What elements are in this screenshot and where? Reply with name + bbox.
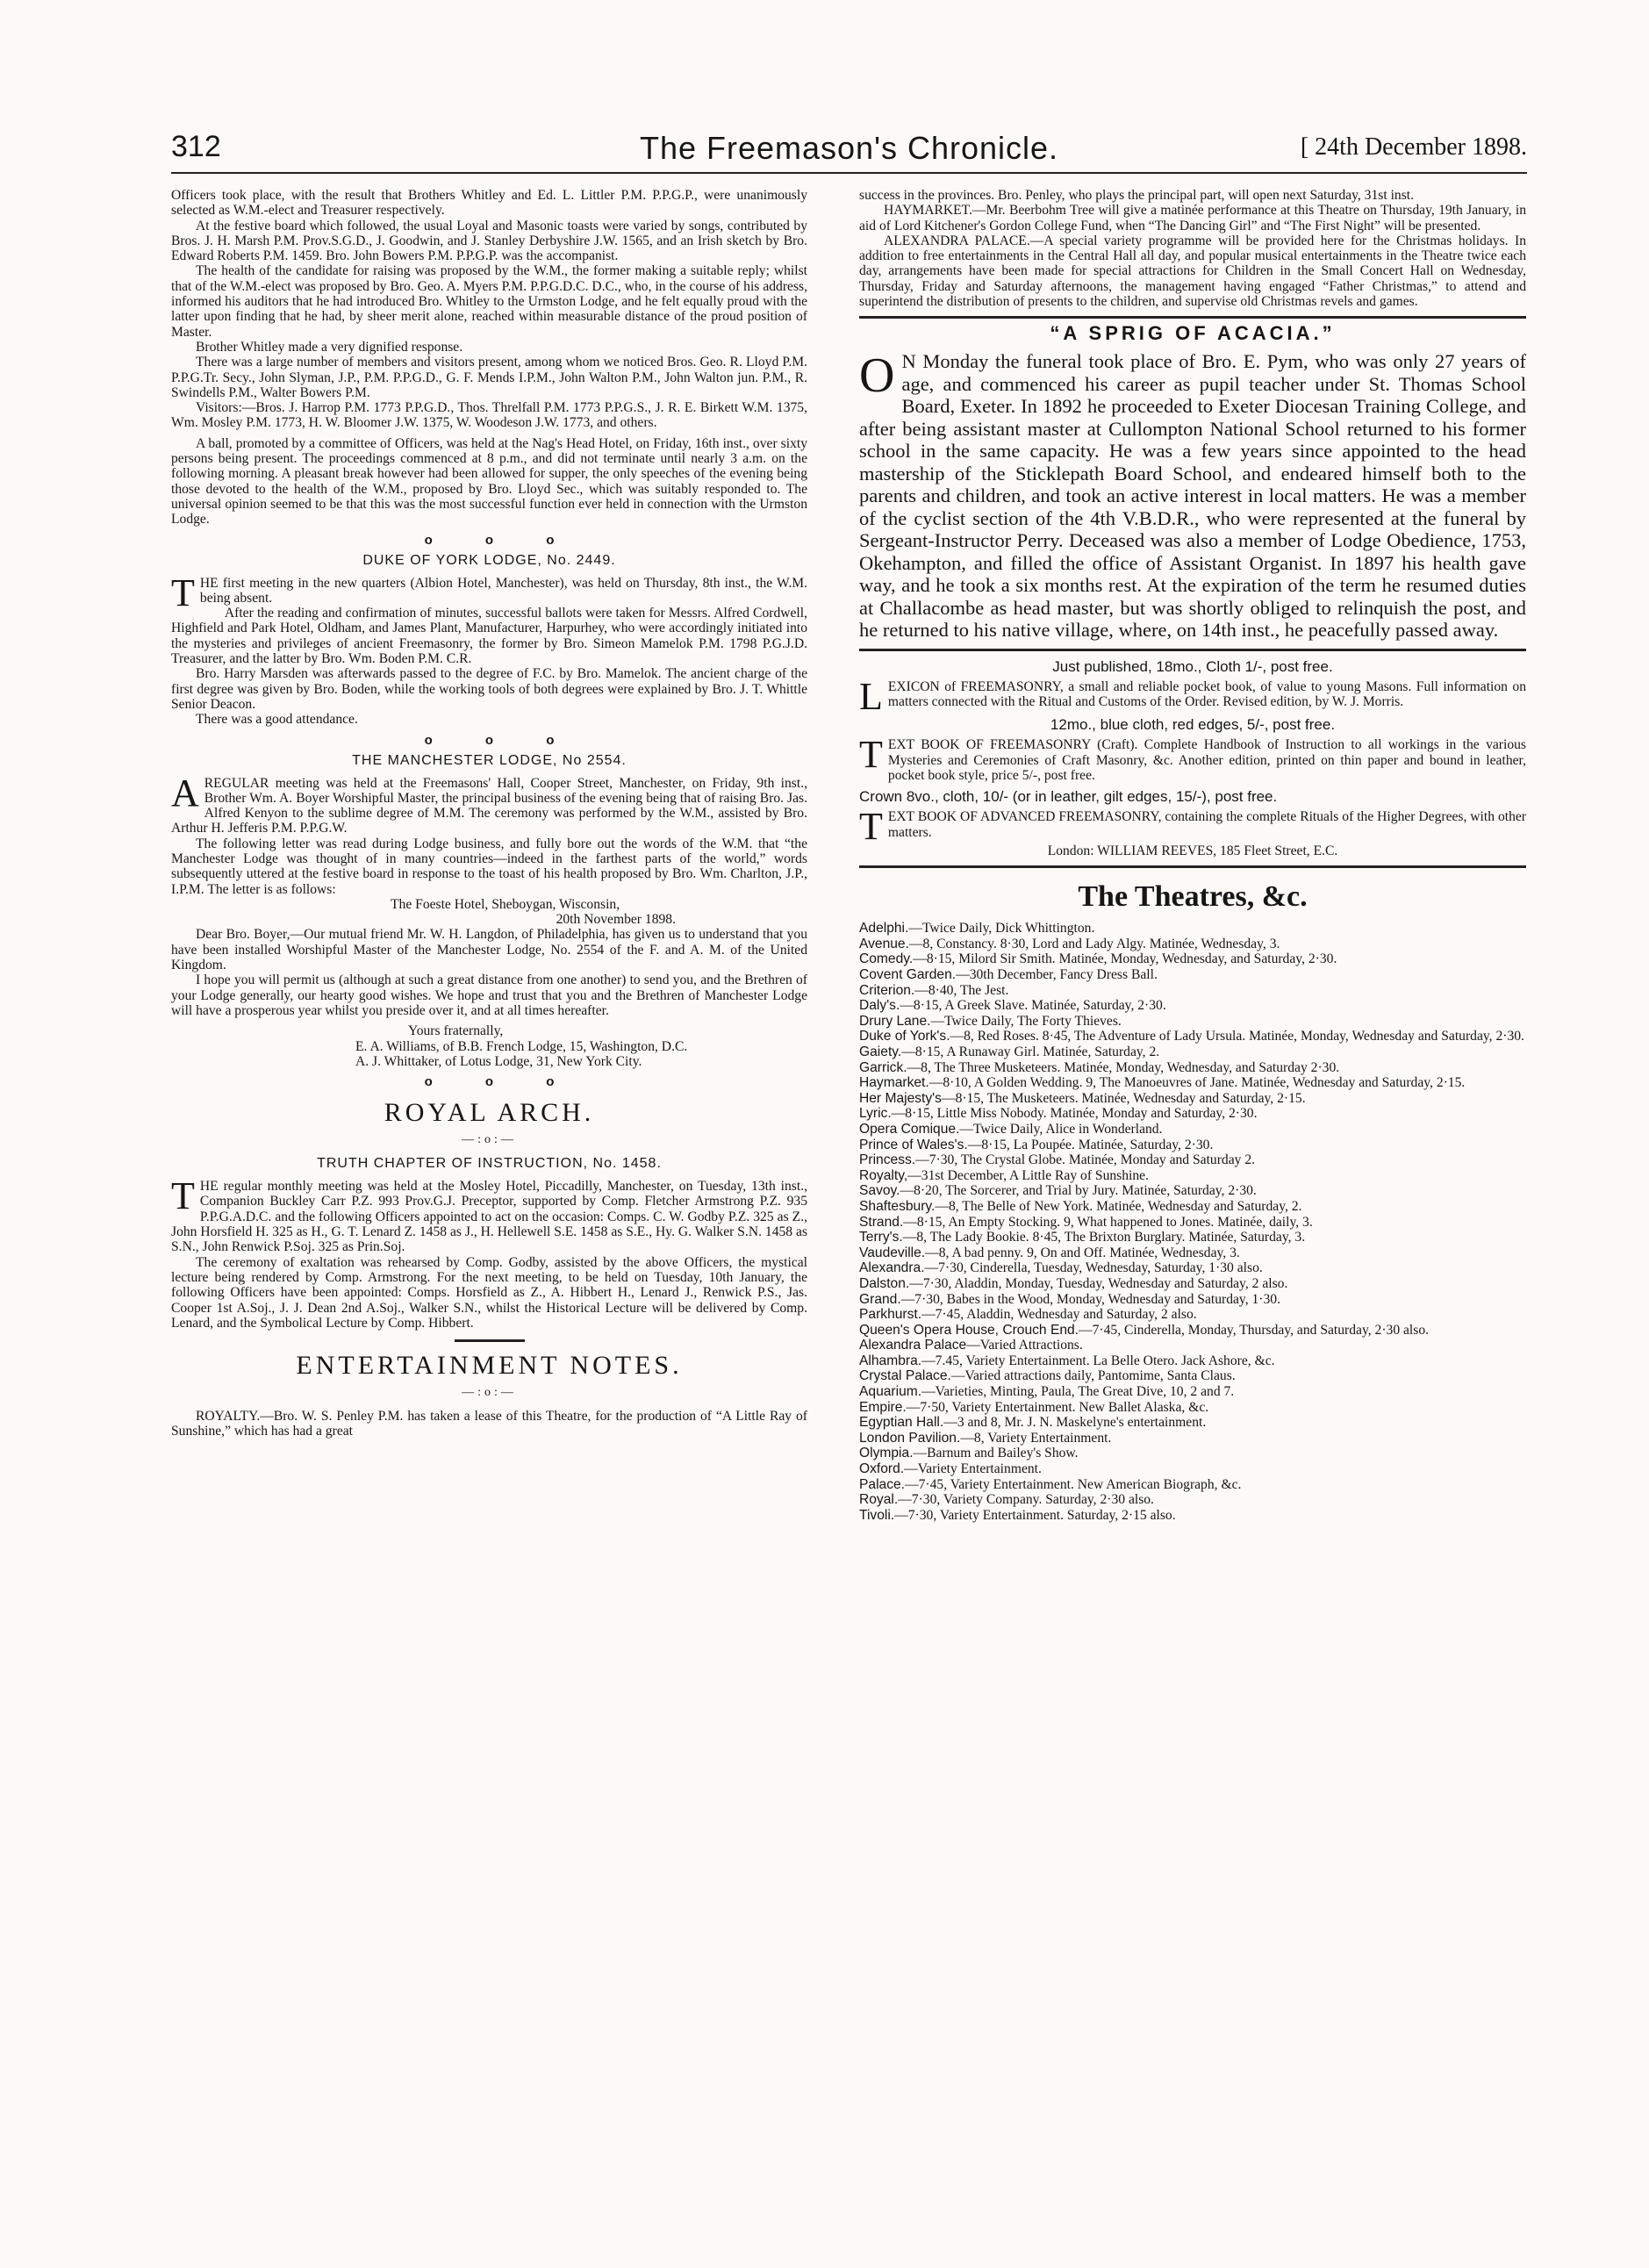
drop-cap: T bbox=[859, 805, 883, 849]
letter-paragraph: Dear Bro. Boyer,—Our mutual friend Mr. W. H. Langdon, of Philadelphia, has given us to understand that you have been installed Worshipful Master of the Manchester Lodge, No. 2554 of the F. and A. M. of the United Kingdom. bbox=[171, 927, 807, 973]
ornament: —:o:— bbox=[462, 1386, 517, 1400]
theatre-name: London Pavilion. bbox=[859, 1430, 961, 1446]
list-item: Princess.—7·30, The Crystal Globe. Matinée, Monday and Saturday 2. bbox=[859, 1152, 1256, 1168]
page-number: 312 bbox=[171, 130, 221, 163]
advert-text: EXT BOOK OF FREEMASONRY (Craft). Complete Handbook of Instruction to all workings in the various Mysteries and Ceremonies of Craft Masonry, &c. Another edition, printed on thin paper and bound in leather, pocket book style, price 5/-, post free. bbox=[887, 737, 1526, 784]
theatre-name: Alhambra. bbox=[859, 1353, 922, 1368]
section-rule bbox=[859, 865, 1526, 868]
theatre-name: Lyric. bbox=[859, 1106, 892, 1122]
section-heading-manchester-lodge: THE MANCHESTER LODGE, No 2554. bbox=[352, 752, 627, 768]
theatre-name: Strand. bbox=[859, 1214, 904, 1230]
paragraph: HE regular monthly meeting was held at the Mosley Hotel, Piccadilly, Manchester, on Tuesday, 13th inst., Companion Buckley Carr P.Z. 993 Prov.G.J. Preceptor, supported by Comp. Fletcher Armstrong P.Z. 935 P.P.G.A.D.C. and the following Officers appointed to act on the occasion: Comps. C. W. Godby P.Z. 325 as Z., John Horsfield H. 325 as H., G. T. Lenard Z. 1458 as J., H. Hellewell S.E. 1458 as S.E., Hy. G. Walker S.N. 1458 as S.N., John Renwick P.Soj. 325 as Prin.Soj. bbox=[171, 1179, 807, 1255]
theatre-name: Aquarium. bbox=[859, 1384, 922, 1400]
list-item: Parkhurst.—7·45, Aladdin, Wednesday and Saturday, 2 also. bbox=[859, 1307, 1197, 1323]
paragraph: After the reading and confirmation of minutes, successful ballots were taken for Messrs. Alfred Cordwell, Highfield and Park Hotel, Oldham, and James Plant, Manufacturer, Harpurhey, who were accordingly initiated into the mysteries and privileges of ancient Freemasonry, the former by Bro. Simeon Mamelok P.M. 1798 P.G.J.D. Treasurer, and the latter by Bro. Wm. Boden P.M. C.R. bbox=[171, 606, 807, 667]
paragraph: A ball, promoted by a committee of Officers, was held at the Nag's Head Hotel, on Friday, 16th inst., over sixty persons being present. The proceedings commenced at 8 p.m., and did not terminate until nearly 3 a.m. on the following morning. A pleasant break however had been allowed for supper, the only speeches of the evening being those devoted to the health of the W.M., proposed by Bro. Lloyd Sec., which was suitably responded to. The universal opinion seemed to be that this was the most successful function ever held in connection with the Urmston Lodge. bbox=[171, 435, 807, 528]
list-item: Egyptian Hall.—3 and 8, Mr. J. N. Maskelyne's entertainment. bbox=[859, 1415, 1207, 1431]
list-item: Daly's.—8·15, A Greek Slave. Matinée, Saturday, 2·30. bbox=[859, 998, 1166, 1014]
list-item: Adelphi.—Twice Daily, Dick Whittington. bbox=[859, 921, 1095, 937]
list-item: Garrick.—8, The Three Musketeers. Matinée, Monday, Wednesday, and Saturday 2·30. bbox=[859, 1059, 1340, 1075]
section-heading-truth-chapter: TRUTH CHAPTER OF INSTRUCTION, No. 1458. bbox=[317, 1156, 662, 1172]
right-column bbox=[859, 188, 1526, 1523]
paragraph: HE first meeting in the new quarters (Albion Hotel, Manchester), was held on Thursday, 8th inst., the W.M. being absent. bbox=[199, 575, 807, 606]
theatre-name: Alexandra. bbox=[859, 1260, 925, 1276]
list-item: Olympia.—Barnum and Bailey's Show. bbox=[859, 1446, 1079, 1461]
letter-address: The Foeste Hotel, Sheboygan, Wisconsin, bbox=[391, 896, 620, 912]
theatre-name: Crystal Palace. bbox=[859, 1368, 951, 1384]
list-item: Lyric.—8·15, Little Miss Nobody. Matinée, Monday and Saturday, 2·30. bbox=[859, 1106, 1258, 1122]
paragraph: At the festive board which followed, the usual Loyal and Masonic toasts were varied by songs, contributed by Bros. J. H. Marsh P.M. Prov.S.G.D., J. Goodwin, and J. Stanley Derbyshire J.W. 1565, and an Irish sketch by Bro. Edward Roberts P.M. 1459. Bro. John Bowers P.M. P.P.G.P. was the accompanist. bbox=[171, 218, 807, 264]
obituary-text: N Monday the funeral took place of Bro. E. Pym, who was only 27 years of age, and commenced his career as pupil teacher under St. Thomas School Board, Exeter. In 1892 he proceeded to Exeter Diocesan Training College, and after being assistant master at Cullompton National School returned to his former school in the same capacity. He was a few years since appointed to the head mastership of the Sticklepath Board School, and endeared himself both to the parents and children, and took an active interest in local matters. He was a member of the cyclist section of the 4th V.B.D.R., who were represented at the funeral by Sergeant-Instructor Perry. Deceased was also a member of Lodge Obedience, 1753, Okehampton, and filled the office of Assistant Organist. In 1897 his health gave way, and he took a six months rest. At the expiration of the term he resumed duties at Challacombe as head master, but was shortly obliged to relinquish the post, and he returned to his native village, where, on 14th inst., he peacefully passed away. bbox=[859, 350, 1526, 642]
acacia-heading: “A SPRIG OF ACACIA.” bbox=[1050, 322, 1336, 345]
theatre-name: Oxford. bbox=[859, 1461, 905, 1477]
theatre-name: Egyptian Hall. bbox=[859, 1415, 944, 1431]
list-item: Grand.—7·30, Babes in the Wood, Monday, Wednesday and Saturday, 1·30. bbox=[859, 1291, 1280, 1307]
list-item: Royal.—7·30, Variety Company. Saturday, 2·30 also. bbox=[859, 1492, 1154, 1508]
list-item: Palace.—7·45, Variety Entertainment. New American Biograph, &c. bbox=[859, 1476, 1242, 1492]
list-item: Covent Garden.—30th December, Fancy Dress Ball. bbox=[859, 967, 1158, 983]
theatre-name: Avenue. bbox=[859, 936, 909, 951]
list-item: Her Majesty's—8·15, The Musketeers. Matinée, Wednesday and Saturday, 2·15. bbox=[859, 1090, 1306, 1106]
theatre-name: Duke of York's. bbox=[859, 1029, 950, 1044]
list-item: Royalty,—31st December, A Little Ray of Sunshine. bbox=[859, 1167, 1149, 1183]
theatre-name: Grand. bbox=[859, 1291, 901, 1307]
advert-heading: Crown 8vo., cloth, 10/- (or in leather, gilt edges, 15/-), post free. bbox=[859, 788, 1278, 806]
list-item: Alexandra.—7·30, Cinderella, Tuesday, Wednesday, Saturday, 1·30 also. bbox=[859, 1260, 1263, 1276]
list-item: Avenue.—8, Constancy. 8·30, Lord and Lady Algy. Matinée, Wednesday, 3. bbox=[859, 936, 1280, 951]
paragraph: REGULAR meeting was held at the Freemasons' Hall, Cooper Street, Manchester, on Friday, 9th inst., Brother Wm. A. Boyer Worshipful Master, the principal business of the evening being that of raising Bro. Jas. Alfred Kenyon to the sublime degree of M.M. The ceremony was performed by the W.M., assisted by Bro. Arthur H. Jefferis P.M. P.P.G.W. bbox=[171, 775, 807, 836]
section-divider: o o o bbox=[424, 1074, 579, 1090]
theatre-name: Tivoli. bbox=[859, 1507, 895, 1523]
theatre-name: Terry's. bbox=[859, 1230, 903, 1245]
paragraph: ALEXANDRA PALACE.—A special variety programme will be provided here for the Christmas holidays. In addition to free entertainments in the Central Hall all day, and popular musical entertainments in the Theatre twice each day, arrangements have been made for special attractions for Children in the Small Concert Hall on Wednesday, Thursday, Friday and Saturday afternoons, the management having engaged “Father Christmas,” to attend and superintend the distribution of presents to the children, and supervise old Christmas revels and games. bbox=[859, 233, 1526, 310]
paragraph: The ceremony of exaltation was rehearsed by Comp. Godby, assisted by the above Officers, the mystical lecture being rendered by Comp. Armstrong. For the next meeting, to be held on Tuesday, 10th January, the following Officers have been appointed: Comps. Horsfield as Z., A. Hibbert H., Lenard J., Renwick P.S., Jas. Cooper 1st A.Soj., J. J. Dean 2nd A.Soj., Walker S.N., whilst the Historical Lecture will be delivered by Comp. Lenard, and the Symbolical Lecture by Comp. Hibbert. bbox=[171, 1254, 807, 1331]
theatre-name: Covent Garden. bbox=[859, 967, 957, 983]
paragraph: Visitors:—Bros. J. Harrop P.M. 1773 P.P.G.D., Thos. Threlfall P.M. 1773 P.P.G.S., J. R. E. Birkett W.M. 1375, Wm. Mosley P.M. 1773, H. W. Bloomer J.W. 1375, W. Woodeson J.W. 1773, and others. bbox=[171, 400, 807, 431]
section-rule bbox=[859, 649, 1526, 651]
list-item: Comedy.—8·15, Milord Sir Smith. Matinée, Monday, Wednesday, and Saturday, 2·30. bbox=[859, 951, 1337, 967]
paragraph: ROYALTY.—Bro. W. S. Penley P.M. has taken a lease of this Theatre, for the production of “A Little Ray of Sunshine,” which has had a great bbox=[171, 1409, 807, 1439]
list-item: Savoy.—8·20, The Sorcerer, and Trial by Jury. Matinée, Saturday, 2·30. bbox=[859, 1183, 1257, 1199]
paragraph: There was a good attendance. bbox=[196, 712, 358, 728]
theatre-name: Empire. bbox=[859, 1399, 907, 1415]
paragraph: HAYMARKET.—Mr. Beerbohm Tree will give a matinée performance at this Theatre on Thursday, 19th January, in aid of Lord Kitchener's Gordon College Fund, when “The Dancing Girl” and “The First Night” will be presented. bbox=[859, 203, 1526, 233]
section-divider: o o o bbox=[424, 732, 579, 748]
theatre-name: Olympia. bbox=[859, 1446, 914, 1461]
section-heading-duke-of-york: DUKE OF YORK LODGE, No. 2449. bbox=[362, 552, 616, 568]
drop-cap: T bbox=[171, 571, 195, 614]
drop-cap: T bbox=[859, 733, 883, 777]
left-column bbox=[171, 188, 807, 1439]
list-item: Terry's.—8, The Lady Bookie. 8·45, The Brixton Burglary. Matinée, Saturday, 3. bbox=[859, 1230, 1306, 1245]
paragraph: The health of the candidate for raising was proposed by the W.M., the former making a suitable reply; whilst that of the W.M.-elect was proposed by Bro. Geo. A. Myers P.M. P.P.G.D.C. D.C., who, in the course of his address, informed his auditors that he had introduced Bro. Whitley to the Urmston Lodge, and he felt equally proud with the latter upon finding that he had, by sheer merit alone, reached within measurable distance of the proud position of Master. bbox=[171, 263, 807, 340]
theatre-name: Drury Lane. bbox=[859, 1013, 931, 1029]
theatre-name: Haymarket. bbox=[859, 1075, 929, 1091]
advert-text: EXT BOOK OF ADVANCED FREEMASONRY, containing the complete Rituals of the Higher Degrees, with other matters. bbox=[887, 809, 1526, 840]
theatre-name: Her Majesty's bbox=[859, 1090, 942, 1106]
theatre-name: Royal. bbox=[859, 1492, 899, 1508]
theatre-name: Alexandra Palace bbox=[859, 1338, 967, 1353]
theatre-name: Daly's. bbox=[859, 998, 900, 1014]
list-item: Drury Lane.—Twice Daily, The Forty Thieves. bbox=[859, 1013, 1122, 1029]
list-item: Shaftesbury.—8, The Belle of New York. Matinée, Wednesday and Saturday, 2. bbox=[859, 1198, 1302, 1214]
theatre-name: Comedy. bbox=[859, 951, 914, 967]
short-rule bbox=[455, 1339, 525, 1342]
paragraph: Officers took place, with the result that Brothers Whitley and Ed. L. Littler P.M. P.P.G.P., were unanimously selected as W.M.-elect and Treasurer respectively. bbox=[171, 188, 807, 219]
letter-paragraph: I hope you will permit us (although at such a great distance from one another) to send you, and the Brethren of your Lodge generally, our hearty good wishes. We hope and trust that you and the Brethren of Manchester Lodge will have a prosperous year whilst you preside over it, and at all times hereafter. bbox=[171, 973, 807, 1018]
list-item: Alhambra.—7.45, Variety Entertainment. La Belle Otero. Jack Ashore, &c. bbox=[859, 1353, 1275, 1368]
publisher-line: London: WILLIAM REEVES, 185 Fleet Street, E.C. bbox=[1047, 843, 1338, 858]
theatre-name: Dalston. bbox=[859, 1275, 910, 1291]
theatre-name: Garrick. bbox=[859, 1059, 907, 1075]
theatre-name: Gaiety. bbox=[859, 1044, 902, 1059]
drop-cap: L bbox=[859, 674, 883, 718]
theatres-list bbox=[859, 921, 1526, 1523]
publication-title: The Freemason's Chronicle. bbox=[639, 130, 1059, 166]
paragraph: success in the provinces. Bro. Penley, who plays the principal part, will open next Saturday, 31st inst. bbox=[859, 188, 1415, 203]
advert-text: EXICON of FREEMASONRY, a small and reliable pocket book, of value to young Masons. Full information on matters connected with the Ritual and Customs of the Order. Revised edition, by W. J. Morris. bbox=[887, 678, 1526, 710]
letter-closing: Yours fraternally, bbox=[408, 1023, 504, 1039]
list-item: Empire.—7·50, Variety Entertainment. New Ballet Alaska, &c. bbox=[859, 1399, 1209, 1415]
letter-date: 20th November 1898. bbox=[556, 912, 676, 928]
theatre-name: Parkhurst. bbox=[859, 1307, 922, 1323]
theatre-name: Royalty, bbox=[859, 1167, 908, 1183]
paragraph: Bro. Harry Marsden was afterwards passed to the degree of F.C. by Bro. Mamelok. The ancient charge of the first degree was given by Bro. Boden, while the working tools of both degrees were explained by Bro. J. T. Whittle Senior Deacon. bbox=[171, 666, 807, 712]
entertainment-notes-heading: ENTERTAINMENT NOTES. bbox=[296, 1351, 683, 1381]
theatres-heading: The Theatres, &c. bbox=[1078, 880, 1308, 914]
header-rule bbox=[171, 172, 1527, 174]
list-item: Oxford.—Variety Entertainment. bbox=[859, 1461, 1042, 1477]
list-item: Duke of York's.—8, Red Roses. 8·45, The Adventure of Lady Ursula. Matinée, Monday, Wednesday and Saturday, 2·30. bbox=[859, 1029, 1524, 1044]
list-item: Gaiety.—8·15, A Runaway Girl. Matinée, Saturday, 2. bbox=[859, 1044, 1160, 1059]
list-item: Prince of Wales's.—8·15, La Poupée. Matinée, Saturday, 2·30. bbox=[859, 1137, 1214, 1152]
list-item: Alexandra Palace—Varied Attractions. bbox=[859, 1338, 1083, 1353]
list-item: Criterion.—8·40, The Jest. bbox=[859, 982, 1009, 998]
drop-cap: T bbox=[171, 1174, 195, 1218]
list-item: London Pavilion.—8, Variety Entertainment. bbox=[859, 1430, 1112, 1446]
advert-heading: 12mo., blue cloth, red edges, 5/-, post free. bbox=[1050, 716, 1336, 734]
list-item: Queen's Opera House, Crouch End.—7·45, Cinderella, Monday, Thursday, and Saturday, 2·30 also. bbox=[859, 1322, 1430, 1338]
royal-arch-heading: ROYAL ARCH. bbox=[384, 1098, 595, 1128]
theatre-name: Vaudeville. bbox=[859, 1245, 926, 1260]
list-item: Crystal Palace.—Varied attractions daily, Pantomime, Santa Claus. bbox=[859, 1368, 1236, 1384]
section-divider: o o o bbox=[424, 532, 579, 548]
page-header bbox=[171, 130, 1527, 167]
theatre-name: Shaftesbury. bbox=[859, 1198, 936, 1214]
list-item: Tivoli.—7·30, Variety Entertainment. Saturday, 2·15 also. bbox=[859, 1507, 1176, 1523]
issue-date: [ 24th December 1898. bbox=[1300, 133, 1527, 161]
list-item: Vaudeville.—8, A bad penny. 9, On and Off. Matinée, Wednesday, 3. bbox=[859, 1245, 1240, 1260]
theatre-name: Adelphi. bbox=[859, 921, 909, 937]
list-item: Aquarium.—Varieties, Minting, Paula, The Great Dive, 10, 2 and 7. bbox=[859, 1384, 1235, 1400]
advert-heading: Just published, 18mo., Cloth 1/-, post free. bbox=[1052, 657, 1333, 675]
theatre-name: Savoy. bbox=[859, 1183, 900, 1199]
paragraph: Brother Whitley made a very dignified response. bbox=[196, 339, 463, 355]
theatre-name: Criterion. bbox=[859, 982, 915, 998]
list-item: Strand.—8·15, An Empty Stocking. 9, What happened to Jones. Matinée, daily, 3. bbox=[859, 1214, 1313, 1230]
drop-cap: A bbox=[171, 771, 199, 815]
list-item: Dalston.—7·30, Aladdin, Monday, Tuesday, Wednesday and Saturday, 2 also. bbox=[859, 1275, 1288, 1291]
list-item: Opera Comique.—Twice Daily, Alice in Wonderland. bbox=[859, 1121, 1163, 1137]
letter-signature: E. A. Williams, of B.B. French Lodge, 15, Washington, D.C. bbox=[355, 1038, 688, 1054]
theatre-name: Palace. bbox=[859, 1476, 906, 1492]
theatre-name: Queen's Opera House, Crouch End. bbox=[859, 1322, 1079, 1338]
letter-signature: A. J. Whittaker, of Lotus Lodge, 31, New York City. bbox=[355, 1053, 642, 1069]
theatre-name: Prince of Wales's. bbox=[859, 1137, 968, 1152]
paragraph: There was a large number of members and visitors present, among whom we noticed Bros. Geo. R. Lloyd P.M. P.P.G.Tr. Secy., John Slyman, J.P., P.M. P.P.G.D., G. F. Mends I.P.M., John Walton P.M., John Walton jun. P.M., R. Swindells P.M., Walter Bowers P.M. bbox=[171, 355, 807, 400]
section-rule bbox=[859, 316, 1526, 319]
theatre-name: Princess. bbox=[859, 1152, 916, 1168]
theatre-name: Opera Comique. bbox=[859, 1121, 960, 1137]
drop-cap: O bbox=[859, 348, 895, 404]
ornament: —:o:— bbox=[462, 1133, 517, 1147]
paragraph: The following letter was read during Lodge business, and fully bore out the words of the W.M. that “the Manchester Lodge was thought of in many countries—indeed in the farthest parts of the world,” words subsequently uttered at the festive board in response to the toast of his health proposed by Bro. Wm. Charlton, J.P., I.P.M. The letter is as follows: bbox=[171, 836, 807, 897]
list-item: Haymarket.—8·10, A Golden Wedding. 9, The Manoeuvres of Jane. Matinée, Wednesday and Saturday, 2·15. bbox=[859, 1075, 1466, 1091]
